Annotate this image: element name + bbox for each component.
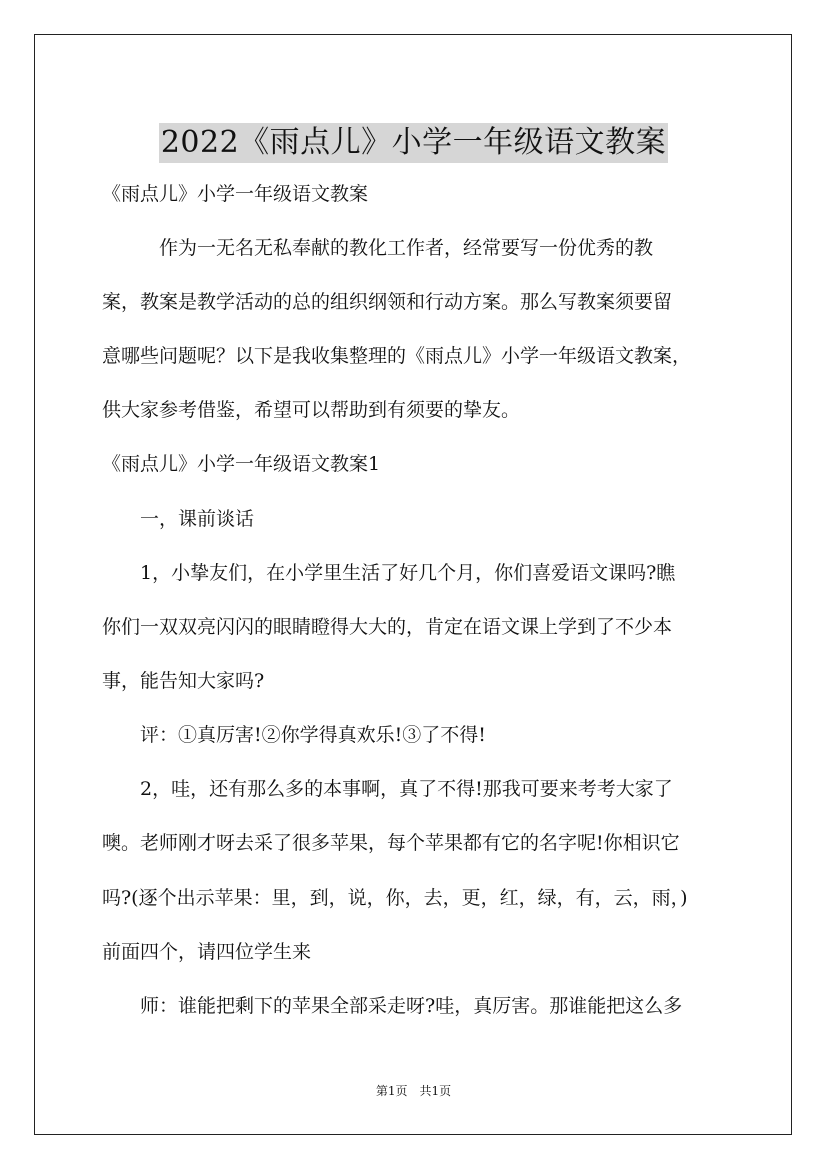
document-title: 2022《雨点儿》小学一年级语文教案 (159, 123, 668, 163)
paragraph-line: 供大家参考借鉴，希望可以帮助到有须要的挚友。 (102, 399, 521, 421)
paragraph-line: 案，教案是教学活动的总的组织纲领和行动方案。那么写教案须要留 (102, 291, 673, 313)
paragraph-line: 1，小挚友们，在小学里生活了好几个月，你们喜爱语文课吗?瞧 (102, 562, 676, 584)
paragraph-line: 一，课前谈话 (102, 508, 255, 530)
paragraph-line: 噢。老师刚才呀去采了很多苹果，每个苹果都有它的名字呢!你相识它 (102, 832, 680, 854)
section-heading: 《雨点儿》小学一年级语文教案1 (102, 453, 381, 475)
paragraph-line: 事，能告知大家吗? (102, 670, 265, 692)
subtitle-line: 《雨点儿》小学一年级语文教案 (102, 183, 369, 205)
page-number: 第1页 共1页 (375, 1084, 452, 1098)
paragraph-line: 你们一双双亮闪闪的眼睛瞪得大大的，肯定在语文课上学到了不少本 (102, 616, 673, 638)
paragraph-line: 吗?(逐个出示苹果：里，到，说，你，去，更，红，绿，有，云，雨，) (102, 887, 688, 909)
paragraph-line: 前面四个，请四位学生来 (102, 941, 312, 963)
paragraph-line: 2，哇，还有那么多的本事啊，真了不得!那我可要来考考大家了 (102, 778, 673, 800)
paragraph-line: 作为一无名无私奉献的教化工作者，经常要写一份优秀的教 (102, 237, 654, 259)
paragraph-line: 意哪些问题呢？以下是我收集整理的《雨点儿》小学一年级语文教案， (102, 345, 692, 367)
paragraph-line: 评：①真厉害!②你学得真欢乐!③了不得! (102, 724, 486, 746)
title-block (0, 103, 827, 183)
paragraph-line: 师：谁能把剩下的苹果全部采走呀?哇，真厉害。那谁能把这么多 (102, 995, 683, 1017)
